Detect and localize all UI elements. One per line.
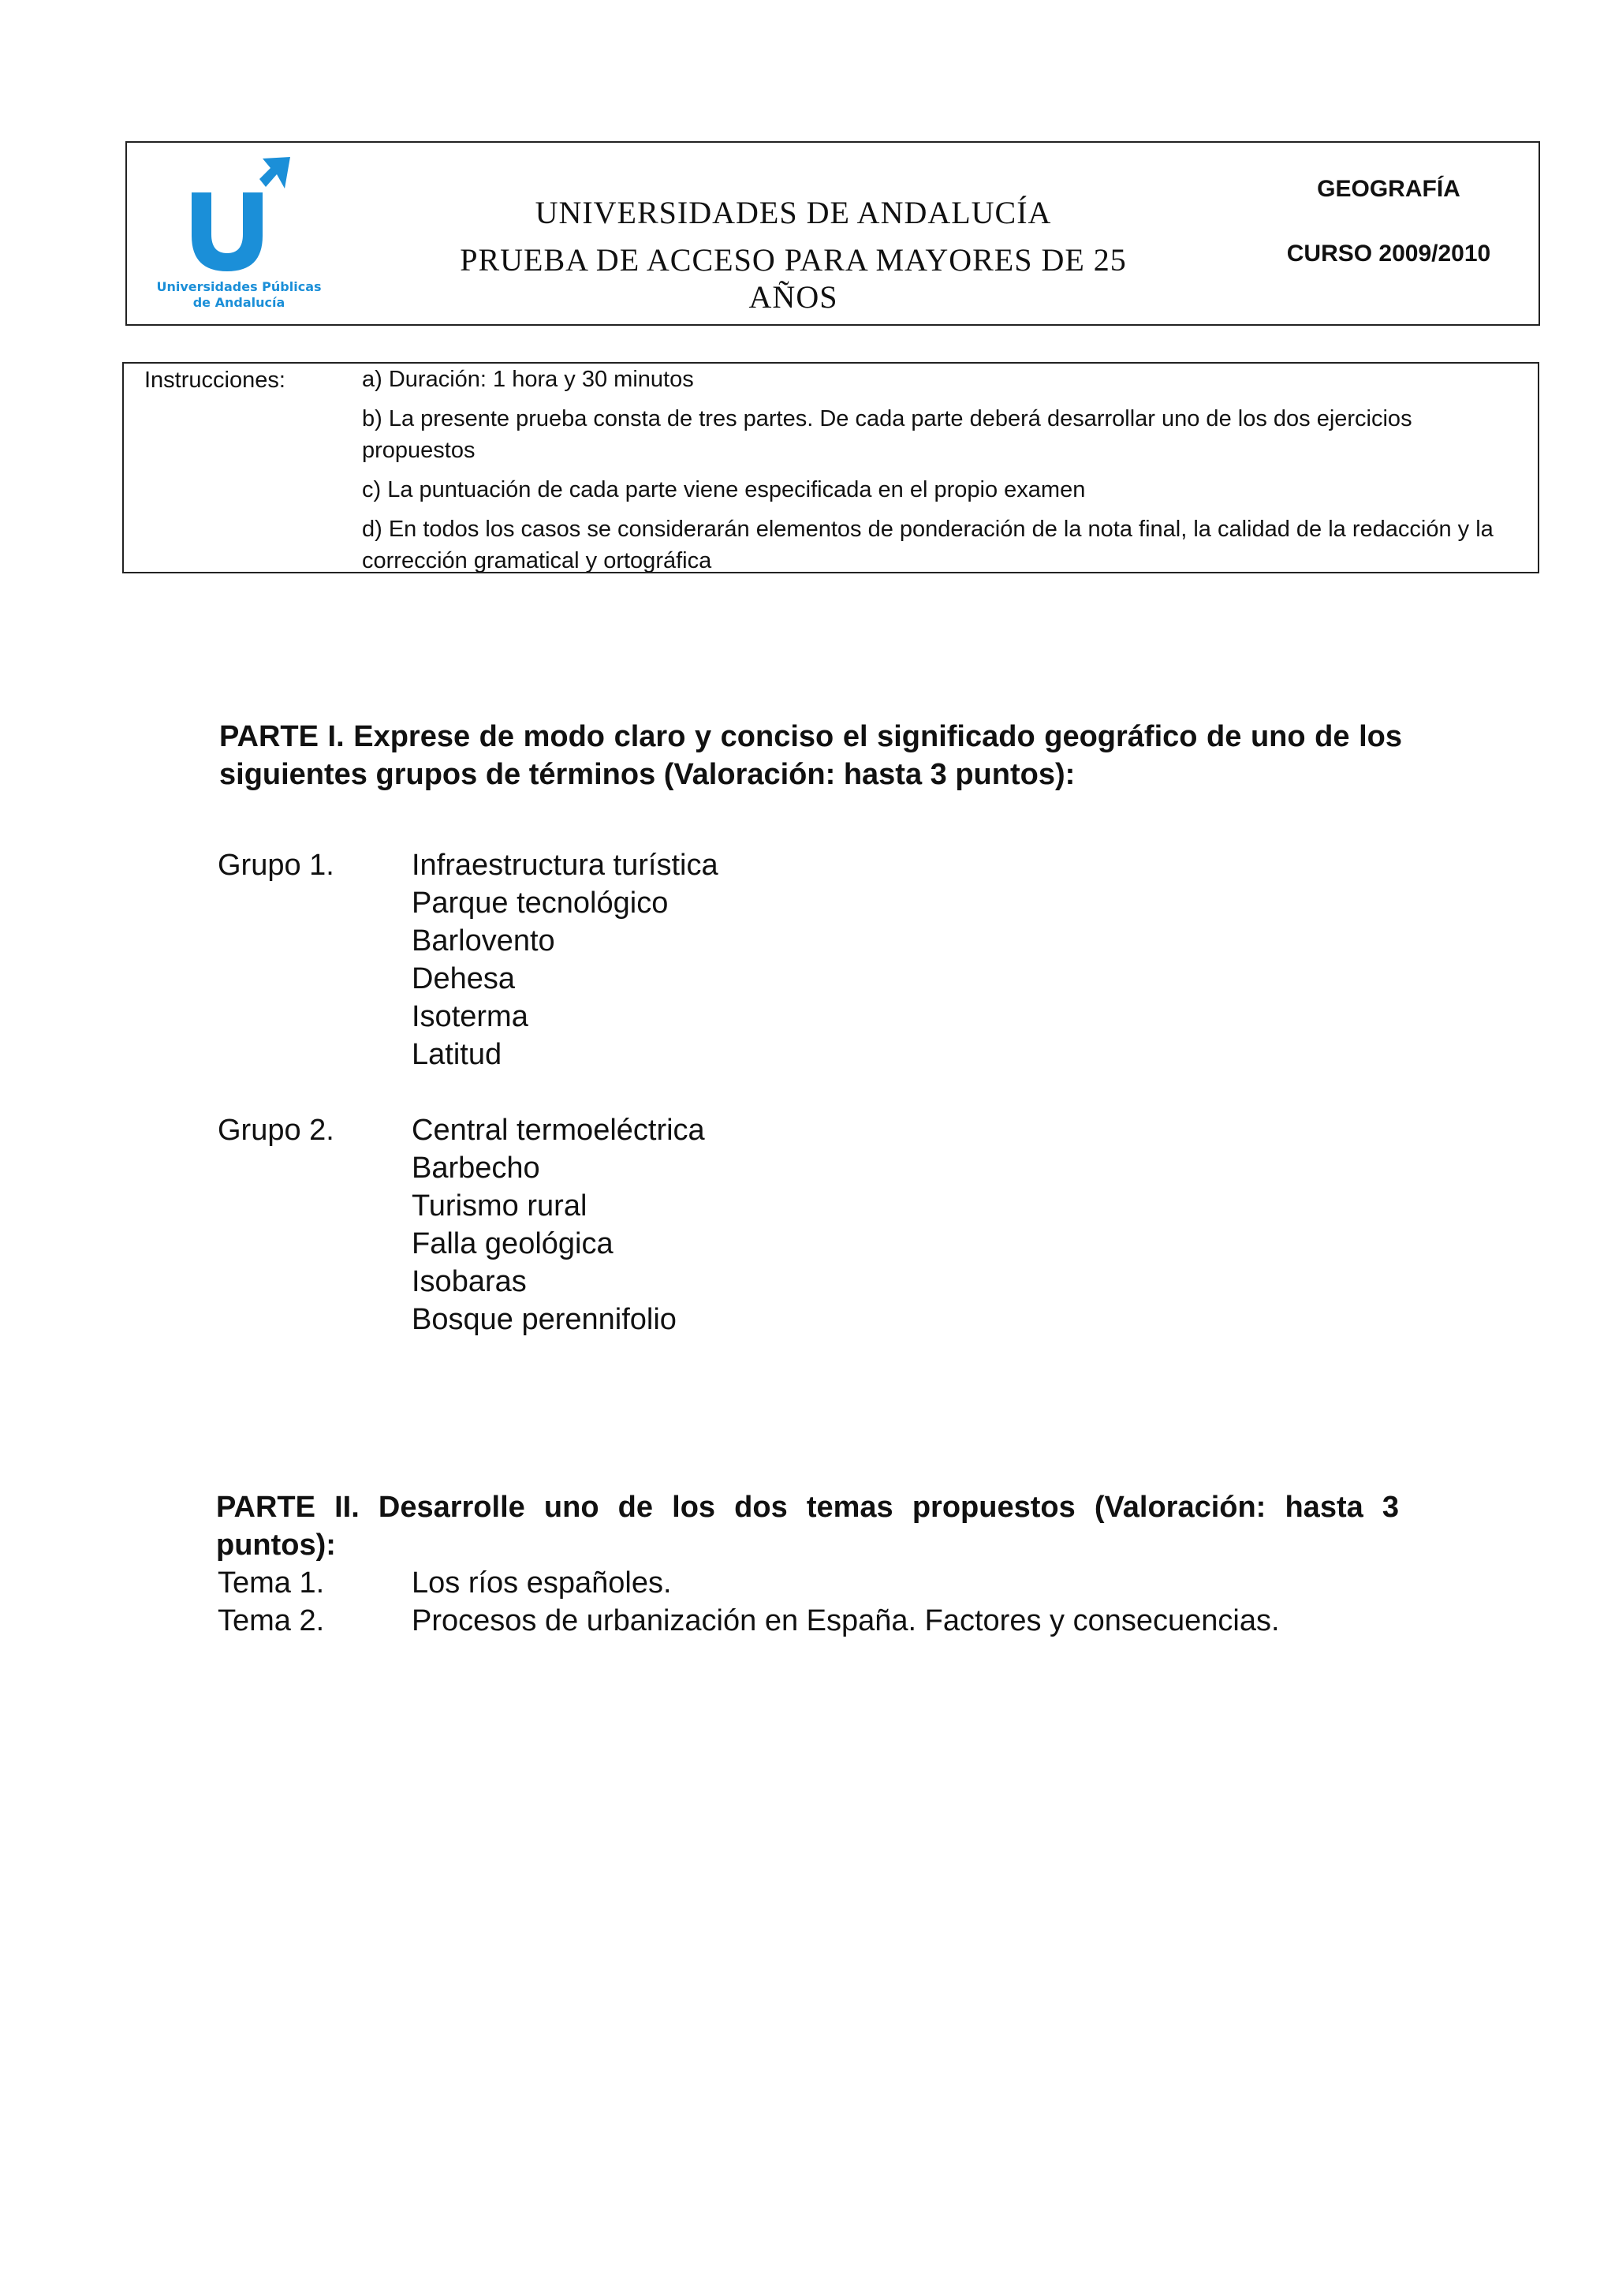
logo-caption-line1: Universidades Públicas xyxy=(156,279,322,294)
instructions-list xyxy=(362,364,1498,573)
term-item: Isoterma xyxy=(412,1000,528,1033)
instruction-item: b) La presente prueba consta de tres partes. De cada parte deberá desarrollar uno de los dos ejercicios propuestos xyxy=(362,406,1412,463)
instruction-item: c) La puntuación de cada parte viene especificada en el propio examen xyxy=(362,477,1086,502)
term-item: Barlovento xyxy=(412,924,555,958)
term-item: Dehesa xyxy=(412,962,515,995)
instructions-label: Instrucciones: xyxy=(144,368,285,393)
parte2-title: PARTE II. Desarrolle uno de los dos temas propuestos (Valoración: hasta 3 puntos): xyxy=(216,1491,1399,1562)
subject-label: GEOGRAFÍA xyxy=(1317,176,1460,202)
group-label: Grupo 1. xyxy=(218,849,334,882)
term-item: Parque tecnológico xyxy=(412,887,669,920)
group-label: Grupo 2. xyxy=(218,1114,334,1147)
term-item: Turismo rural xyxy=(412,1189,587,1223)
tema-text: Los ríos españoles. xyxy=(412,1566,672,1600)
logo-caption-line2: de Andalucía xyxy=(192,295,285,310)
header-title-line2: PRUEBA DE ACCESO PARA MAYORES DE 25 AÑOS xyxy=(460,242,1127,315)
course-label: CURSO 2009/2010 xyxy=(1286,241,1491,267)
term-item: Bosque perennifolio xyxy=(412,1303,677,1336)
tema-label: Tema 1. xyxy=(218,1566,325,1600)
term-item: Falla geológica xyxy=(412,1227,614,1260)
term-item: Infraestructura turística xyxy=(412,849,718,882)
logo-caption xyxy=(144,279,334,311)
term-item: Central termoeléctrica xyxy=(412,1114,705,1147)
parte1-title: PARTE I. Exprese de modo claro y conciso el significado geográfico de uno de los siguientes grupos de términos (Valoración: hasta 3 puntos): xyxy=(219,720,1402,791)
group-2-terms xyxy=(412,1111,705,1338)
u-logo-icon xyxy=(184,149,294,279)
instruction-item: a) Duración: 1 hora y 30 minutos xyxy=(362,367,694,392)
instructions-box xyxy=(122,362,1539,573)
group-1-terms xyxy=(412,846,718,1073)
term-item: Latitud xyxy=(412,1038,502,1071)
header-title-line1: UNIVERSIDADES DE ANDALUCÍA xyxy=(535,195,1052,230)
tema-text: Procesos de urbanización en España. Factores y consecuencias. xyxy=(412,1604,1280,1637)
instruction-item: d) En todos los casos se considerarán elementos de ponderación de la nota final, la calidad de la redacción y la corrección gramatical y ortográfica xyxy=(362,517,1494,573)
exam-header xyxy=(125,141,1540,326)
term-item: Isobaras xyxy=(412,1265,527,1298)
tema-label: Tema 2. xyxy=(218,1604,325,1637)
term-item: Barbecho xyxy=(412,1152,540,1185)
university-logo xyxy=(144,149,326,319)
